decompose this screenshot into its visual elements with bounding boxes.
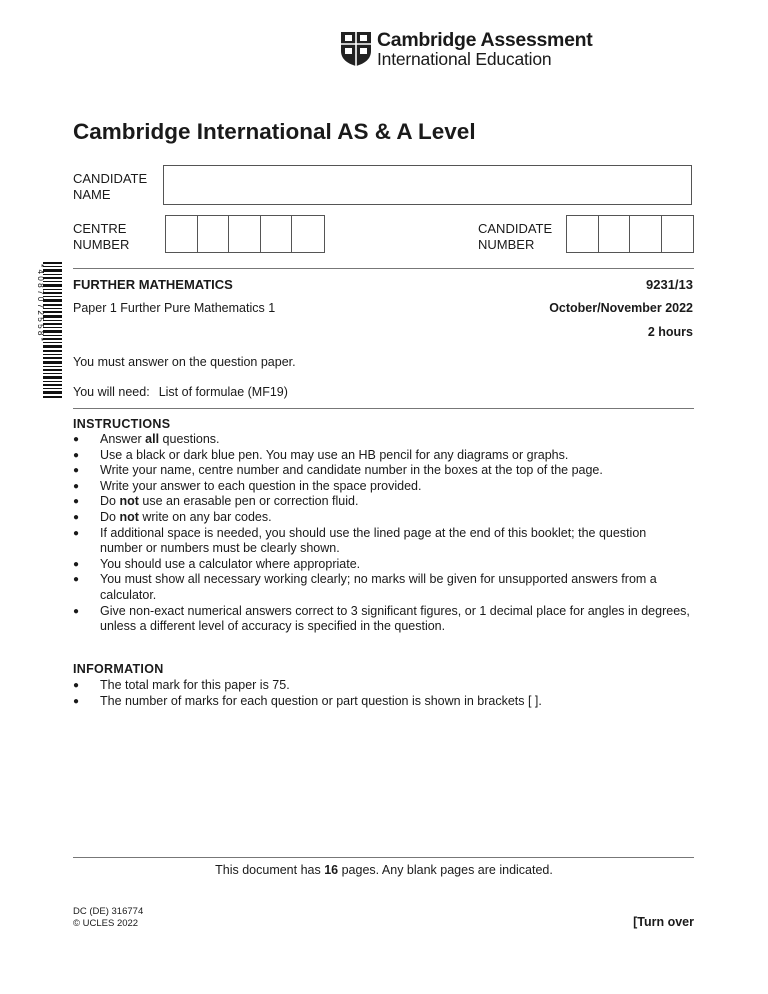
information-heading: INFORMATION	[73, 662, 164, 676]
list-item: ● The total mark for this paper is 75.	[73, 678, 690, 694]
candidate-name-label: CANDIDATE NAME	[73, 171, 148, 202]
candidate-name-field[interactable]	[163, 165, 692, 205]
list-item: ● Do not write on any bar codes.	[73, 510, 690, 526]
document-reference: DC (DE) 316774 © UCLES 2022	[73, 906, 144, 929]
list-item: ● You must show all necessary working clearly; no marks will be given for unsupported answers from a calculator.	[73, 572, 690, 603]
list-item: ● Write your answer to each question in the space provided.	[73, 479, 690, 495]
logo-text-line2: International Education	[377, 49, 552, 69]
subject-title: FURTHER MATHEMATICS	[73, 277, 233, 292]
barcode	[29, 262, 63, 400]
paper-title: Paper 1 Further Pure Mathematics 1	[73, 301, 276, 315]
answer-on-paper-note: You must answer on the question paper.	[73, 355, 296, 369]
list-item: ● Use a black or dark blue pen. You may use an HB pencil for any diagrams or graphs.	[73, 448, 690, 464]
materials-needed: You will need: List of formulae (MF19)	[73, 385, 288, 399]
list-item: ● You should use a calculator where appropriate.	[73, 557, 690, 573]
exam-session: October/November 2022	[549, 301, 693, 315]
list-item: ● If additional space is needed, you should use the lined page at the end of this booklet; the question number or numbers must be clearly shown.	[73, 526, 690, 557]
page-title: Cambridge International AS & A Level	[73, 119, 476, 144]
page-count-note: This document has 16 pages. Any blank pages are indicated.	[215, 863, 553, 877]
list-item: ● Write your name, centre number and candidate number in the boxes at the top of the page.	[73, 463, 690, 479]
list-item: ● Answer all questions.	[73, 432, 690, 448]
information-list	[73, 678, 690, 709]
list-item: ● Do not use an erasable pen or correction fluid.	[73, 494, 690, 510]
instructions-list	[73, 432, 690, 635]
divider	[73, 408, 694, 409]
barcode-number: * 4 0 8 7 0 7 2 5 5 8 *	[36, 264, 45, 341]
candidate-number-field[interactable]	[566, 215, 694, 253]
cambridge-crest-logo	[340, 31, 372, 67]
turn-over-note: [Turn over	[633, 915, 694, 929]
list-item: ● Give non-exact numerical answers correct to 3 significant figures, or 1 decimal place for angles in degrees, unless a different level of accuracy is specified in the question.	[73, 604, 690, 635]
centre-number-label: CENTRE NUMBER	[73, 221, 130, 252]
centre-number-field[interactable]	[165, 215, 325, 253]
instructions-heading: INSTRUCTIONS	[73, 417, 171, 431]
candidate-number-label: CANDIDATE NUMBER	[478, 221, 553, 252]
logo-text-line1: Cambridge Assessment	[377, 29, 593, 51]
divider	[73, 857, 694, 858]
exam-duration: 2 hours	[647, 325, 693, 339]
syllabus-code: 9231/13	[646, 277, 693, 292]
list-item: ● The number of marks for each question or part question is shown in brackets [ ].	[73, 694, 690, 710]
divider	[73, 268, 694, 269]
